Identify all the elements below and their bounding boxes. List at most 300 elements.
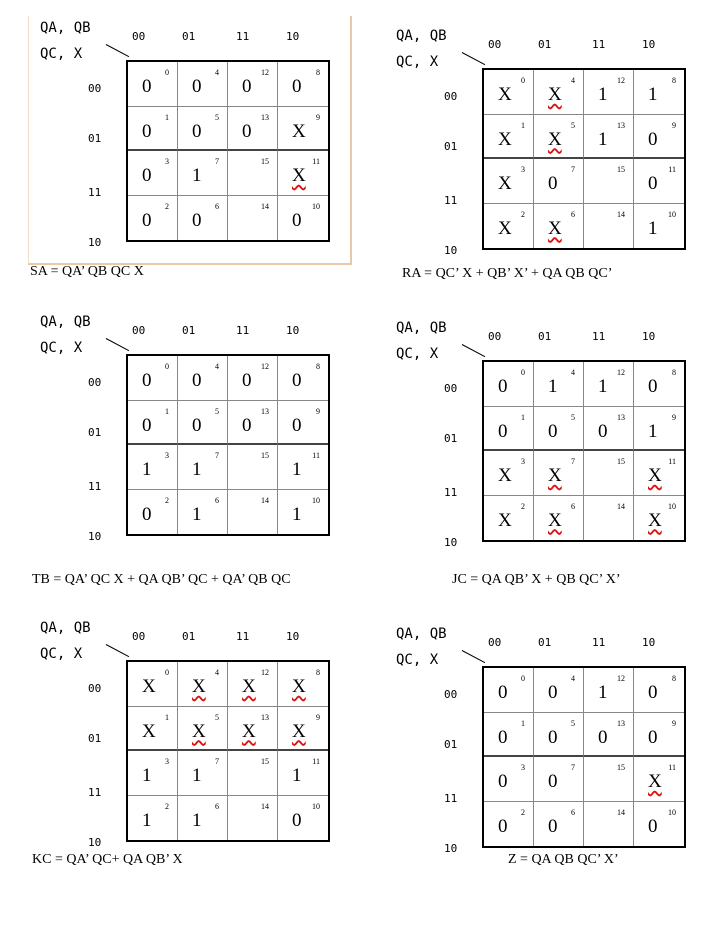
cell-value: 0 (242, 414, 252, 436)
cell-index: 2 (165, 495, 169, 505)
cell-index: 14 (617, 209, 625, 219)
equation-jc: JC = QA QB’ X + QB QC’ X’ (452, 572, 621, 587)
cell-value: X (548, 84, 562, 105)
column-header: 11 (592, 38, 606, 51)
kmap-diagonal-line (106, 644, 129, 657)
kmap-cell (128, 401, 178, 446)
cell-value: 0 (292, 209, 302, 231)
cell-index: 3 (521, 763, 525, 772)
kmap-label-side: QC, X (396, 652, 439, 668)
kmap-cell (228, 151, 278, 196)
row-header: 00 (444, 90, 458, 103)
cell-value: 0 (142, 120, 152, 142)
cell-index: 9 (316, 112, 320, 122)
cell-index: 9 (316, 406, 320, 416)
row-header: 01 (444, 432, 458, 445)
cell-index: 7 (571, 165, 575, 174)
cell-value: 0 (598, 420, 608, 442)
cell-index: 4 (571, 368, 575, 377)
kmap-label-side: QC, X (40, 340, 83, 356)
kmap-cell (178, 490, 228, 535)
kmap-cell (534, 713, 584, 758)
row-header: 10 (88, 236, 102, 249)
cell-value: X (498, 217, 512, 239)
kmap-cell (278, 796, 328, 841)
cell-index: 13 (261, 712, 269, 722)
cell-index: 5 (571, 120, 575, 130)
cell-value: 0 (292, 76, 302, 97)
cell-value: 0 (142, 209, 152, 231)
kmap-cell (584, 204, 634, 249)
cell-index: 12 (261, 668, 269, 677)
kmap-label-top: QA, QB (40, 620, 91, 636)
cell-index: 10 (668, 807, 676, 817)
cell-value: 1 (192, 503, 202, 525)
cell-value: 0 (242, 120, 252, 142)
cell-index: 3 (165, 157, 169, 166)
row-header: 00 (444, 382, 458, 395)
cell-value: X (548, 128, 562, 150)
kmap-cell (278, 196, 328, 241)
cell-index: 5 (571, 412, 575, 422)
cell-index: 12 (617, 76, 625, 85)
cell-index: 14 (261, 201, 269, 211)
cell-index: 11 (312, 157, 320, 166)
kmap-cell (634, 204, 684, 249)
cell-index: 9 (316, 712, 320, 722)
kmap-cell (228, 796, 278, 841)
kmap-cell (484, 407, 534, 452)
kmap-label-top: QA, QB (396, 28, 447, 44)
row-header: 10 (88, 836, 102, 849)
cell-index: 5 (215, 406, 219, 416)
kmap-cell (278, 662, 328, 707)
cell-index: 10 (312, 201, 320, 211)
cell-value: 1 (192, 459, 202, 480)
cell-index: 8 (316, 668, 320, 677)
cell-index: 12 (617, 674, 625, 683)
kmap-cell (228, 490, 278, 535)
kmap-cell (484, 204, 534, 249)
kmap-grid (482, 666, 686, 848)
cell-value: X (498, 173, 512, 194)
cell-index: 8 (672, 76, 676, 85)
kmap-cell (484, 362, 534, 407)
kmap-kc (40, 620, 350, 860)
kmap-cell (534, 204, 584, 249)
kmap-cell (278, 490, 328, 535)
cell-index: 13 (617, 120, 625, 130)
cell-value: 0 (498, 726, 508, 748)
cell-index: 14 (617, 807, 625, 817)
column-header: 11 (236, 630, 250, 643)
cell-index: 3 (165, 757, 169, 766)
cell-index: 11 (668, 763, 676, 772)
cell-value: 0 (648, 815, 658, 837)
row-header: 01 (88, 426, 102, 439)
row-header: 00 (444, 688, 458, 701)
column-header: 11 (592, 636, 606, 649)
cell-value: 1 (648, 84, 658, 105)
cell-index: 13 (261, 112, 269, 122)
cell-value: 1 (292, 503, 302, 525)
row-header: 10 (88, 530, 102, 543)
kmap-cell (634, 802, 684, 847)
kmap-cell (534, 115, 584, 160)
cell-index: 14 (261, 495, 269, 505)
kmap-diagonal-line (462, 344, 485, 357)
kmap-cell (178, 751, 228, 796)
column-header: 00 (132, 30, 146, 43)
cell-value: 0 (648, 376, 658, 397)
cell-value: 0 (548, 682, 558, 703)
kmap-label-top: QA, QB (396, 626, 447, 642)
cell-value: 0 (242, 370, 252, 391)
cell-index: 2 (521, 501, 525, 511)
cell-index: 1 (165, 406, 169, 416)
cell-index: 13 (617, 718, 625, 728)
cell-index: 7 (215, 451, 219, 460)
cell-value: 1 (648, 217, 658, 239)
kmap-cell (228, 107, 278, 152)
cell-index: 5 (215, 112, 219, 122)
kmap-cell (278, 707, 328, 752)
kmap-label-side: QC, X (40, 46, 83, 62)
kmap-cell (484, 70, 534, 115)
kmap-cell (178, 62, 228, 107)
kmap-cell (534, 70, 584, 115)
row-header: 10 (444, 244, 458, 257)
cell-index: 1 (521, 412, 525, 422)
kmap-cell (278, 751, 328, 796)
cell-value: X (192, 676, 206, 697)
row-header: 00 (88, 82, 102, 95)
cell-index: 6 (215, 201, 219, 211)
equation-tb: TB = QA’ QC X + QA QB’ QC + QA’ QB QC (32, 572, 291, 587)
column-header: 10 (286, 324, 300, 337)
cell-value: 0 (192, 209, 202, 231)
cell-value: 1 (548, 376, 558, 397)
cell-index: 8 (672, 674, 676, 683)
column-header: 00 (488, 38, 502, 51)
cell-index: 8 (316, 68, 320, 77)
cell-value: 0 (142, 165, 152, 186)
cell-index: 6 (571, 501, 575, 511)
cell-index: 2 (165, 201, 169, 211)
kmap-cell (128, 662, 178, 707)
kmap-cell (634, 362, 684, 407)
kmap-cell (534, 407, 584, 452)
kmap-label-side: QC, X (40, 646, 83, 662)
cell-value: 0 (548, 771, 558, 792)
kmap-cell (584, 159, 634, 204)
cell-value: 0 (292, 414, 302, 436)
kmap-cell (484, 115, 534, 160)
cell-index: 0 (521, 76, 525, 85)
column-header: 11 (592, 330, 606, 343)
cell-index: 0 (165, 68, 169, 77)
kmap-cell (584, 407, 634, 452)
cell-index: 7 (571, 763, 575, 772)
kmap-cell (278, 107, 328, 152)
cell-index: 0 (521, 674, 525, 683)
cell-index: 2 (521, 209, 525, 219)
kmap-cell (534, 668, 584, 713)
kmap-grid (126, 354, 330, 536)
equation-ra: RA = QC’ X + QB’ X’ + QA QB QC’ (402, 266, 613, 281)
cell-value: 1 (142, 765, 152, 786)
cell-value: 0 (292, 809, 302, 831)
cell-value: 0 (142, 503, 152, 525)
kmap-cell (178, 151, 228, 196)
kmap-cell (584, 802, 634, 847)
row-header: 01 (444, 140, 458, 153)
equation-kc: KC = QA’ QC+ QA QB’ X (32, 852, 183, 867)
cell-index: 4 (215, 362, 219, 371)
cell-value: 0 (498, 420, 508, 442)
cell-value: 1 (292, 765, 302, 786)
cell-index: 6 (215, 801, 219, 811)
row-header: 11 (444, 194, 458, 207)
cell-value: 1 (598, 128, 608, 150)
row-header: 11 (444, 486, 458, 499)
kmap-cell (584, 451, 634, 496)
cell-index: 12 (261, 68, 269, 77)
cell-index: 6 (571, 209, 575, 219)
kmap-ra (396, 28, 706, 268)
kmap-cell (584, 668, 634, 713)
row-header: 01 (88, 132, 102, 145)
kmap-cell (128, 107, 178, 152)
cell-value: X (648, 465, 662, 486)
cell-value: 0 (648, 128, 658, 150)
row-header: 11 (88, 480, 102, 493)
row-header: 01 (88, 732, 102, 745)
kmap-cell (634, 713, 684, 758)
cell-value: 0 (192, 370, 202, 391)
kmap-diagonal-line (462, 650, 485, 663)
cell-index: 13 (261, 406, 269, 416)
kmap-cell (484, 668, 534, 713)
kmap-cell (584, 496, 634, 541)
kmap-cell (484, 159, 534, 204)
cell-value: 0 (498, 771, 508, 792)
cell-value: X (548, 509, 562, 531)
kmap-tb (40, 314, 350, 554)
kmap-cell (128, 796, 178, 841)
kmap-grid (482, 360, 686, 542)
cell-value: X (292, 676, 306, 697)
kmap-cell (534, 159, 584, 204)
cell-index: 15 (261, 451, 269, 460)
kmap-cell (228, 662, 278, 707)
row-header: 10 (444, 536, 458, 549)
kmap-cell (584, 115, 634, 160)
cell-value: X (548, 465, 562, 486)
row-header: 00 (88, 682, 102, 695)
cell-index: 9 (672, 718, 676, 728)
kmap-cell (278, 401, 328, 446)
kmap-cell (228, 356, 278, 401)
kmap-cell (178, 107, 228, 152)
cell-value: X (498, 509, 512, 531)
cell-index: 6 (215, 495, 219, 505)
cell-value: 0 (498, 682, 508, 703)
kmap-cell (484, 496, 534, 541)
cell-index: 11 (668, 165, 676, 174)
kmap-cell (128, 707, 178, 752)
cell-value: X (498, 84, 512, 105)
cell-value: 0 (648, 726, 658, 748)
cell-value: X (292, 120, 306, 142)
column-header: 10 (642, 636, 656, 649)
cell-index: 2 (165, 801, 169, 811)
kmap-cell (128, 490, 178, 535)
column-header: 01 (538, 38, 552, 51)
kmap-cell (178, 662, 228, 707)
cell-value: 1 (598, 682, 608, 703)
kmap-cell (584, 713, 634, 758)
row-header: 11 (88, 186, 102, 199)
kmap-label-side: QC, X (396, 346, 439, 362)
kmap-cell (484, 713, 534, 758)
cell-value: 0 (242, 76, 252, 97)
kmap-cell (228, 707, 278, 752)
kmap-cell (534, 496, 584, 541)
kmap-cell (128, 62, 178, 107)
kmap-cell (484, 802, 534, 847)
cell-value: 1 (142, 809, 152, 831)
cell-value: 1 (598, 376, 608, 397)
cell-value: X (142, 720, 156, 742)
kmap-cell (128, 356, 178, 401)
cell-value: 0 (548, 815, 558, 837)
cell-index: 4 (571, 674, 575, 683)
kmap-cell (534, 362, 584, 407)
cell-value: X (192, 720, 206, 742)
kmap-grid (126, 660, 330, 842)
cell-value: 0 (292, 370, 302, 391)
cell-index: 11 (668, 457, 676, 466)
cell-index: 6 (571, 807, 575, 817)
cell-value: X (648, 771, 662, 792)
cell-index: 7 (215, 157, 219, 166)
cell-value: 0 (142, 76, 152, 97)
equation-sa: SA = QA’ QB QC X (30, 264, 144, 279)
cell-index: 15 (617, 763, 625, 772)
cell-index: 7 (571, 457, 575, 466)
cell-value: 0 (548, 420, 558, 442)
cell-value: X (498, 128, 512, 150)
cell-index: 2 (521, 807, 525, 817)
kmap-cell (278, 445, 328, 490)
kmap-cell (228, 751, 278, 796)
cell-value: 1 (142, 459, 152, 480)
cell-value: 1 (292, 459, 302, 480)
kmap-cell (534, 757, 584, 802)
cell-index: 15 (617, 457, 625, 466)
column-header: 10 (642, 38, 656, 51)
row-header: 00 (88, 376, 102, 389)
cell-value: X (292, 165, 306, 186)
cell-value: 0 (192, 76, 202, 97)
cell-value: 0 (648, 173, 658, 194)
kmap-cell (178, 196, 228, 241)
cell-value: 0 (598, 726, 608, 748)
kmap-cell (584, 70, 634, 115)
column-header: 00 (132, 630, 146, 643)
cell-value: X (242, 720, 256, 742)
cell-value: 0 (192, 414, 202, 436)
cell-index: 15 (261, 757, 269, 766)
column-header: 11 (236, 30, 250, 43)
cell-index: 10 (668, 209, 676, 219)
column-header: 01 (182, 30, 196, 43)
cell-value: 0 (142, 414, 152, 436)
cell-index: 9 (672, 120, 676, 130)
cell-value: X (548, 217, 562, 239)
kmap-cell (484, 757, 534, 802)
column-header: 01 (538, 636, 552, 649)
column-header: 10 (286, 630, 300, 643)
kmap-cell (584, 757, 634, 802)
cell-index: 11 (312, 757, 320, 766)
cell-index: 13 (617, 412, 625, 422)
kmap-cell (484, 451, 534, 496)
cell-value: 1 (192, 165, 202, 186)
kmap-grid (482, 68, 686, 250)
cell-value: 0 (192, 120, 202, 142)
cell-index: 9 (672, 412, 676, 422)
cell-index: 5 (571, 718, 575, 728)
cell-index: 1 (165, 112, 169, 122)
column-header: 01 (182, 324, 196, 337)
cell-index: 1 (521, 718, 525, 728)
kmap-cell (178, 796, 228, 841)
kmap-cell (128, 445, 178, 490)
kmap-label-top: QA, QB (40, 20, 91, 36)
cell-index: 1 (165, 712, 169, 722)
cell-index: 10 (668, 501, 676, 511)
cell-index: 12 (617, 368, 625, 377)
cell-index: 10 (312, 495, 320, 505)
cell-value: 1 (648, 420, 658, 442)
cell-index: 1 (521, 120, 525, 130)
cell-index: 8 (316, 362, 320, 371)
kmap-cell (178, 445, 228, 490)
cell-value: X (142, 676, 156, 697)
cell-value: 1 (192, 809, 202, 831)
cell-value: X (292, 720, 306, 742)
kmap-cell (128, 151, 178, 196)
column-header: 00 (488, 636, 502, 649)
kmap-cell (634, 70, 684, 115)
cell-index: 0 (521, 368, 525, 377)
cell-value: 1 (192, 765, 202, 786)
column-header: 11 (236, 324, 250, 337)
cell-index: 0 (165, 362, 169, 371)
cell-value: 0 (548, 173, 558, 194)
cell-index: 3 (521, 457, 525, 466)
kmap-cell (584, 362, 634, 407)
kmap-label-side: QC, X (396, 54, 439, 70)
kmap-cell (228, 196, 278, 241)
kmap-cell (178, 707, 228, 752)
kmap-grid (126, 60, 330, 242)
kmap-label-top: QA, QB (40, 314, 91, 330)
row-header: 11 (444, 792, 458, 805)
cell-index: 15 (617, 165, 625, 174)
